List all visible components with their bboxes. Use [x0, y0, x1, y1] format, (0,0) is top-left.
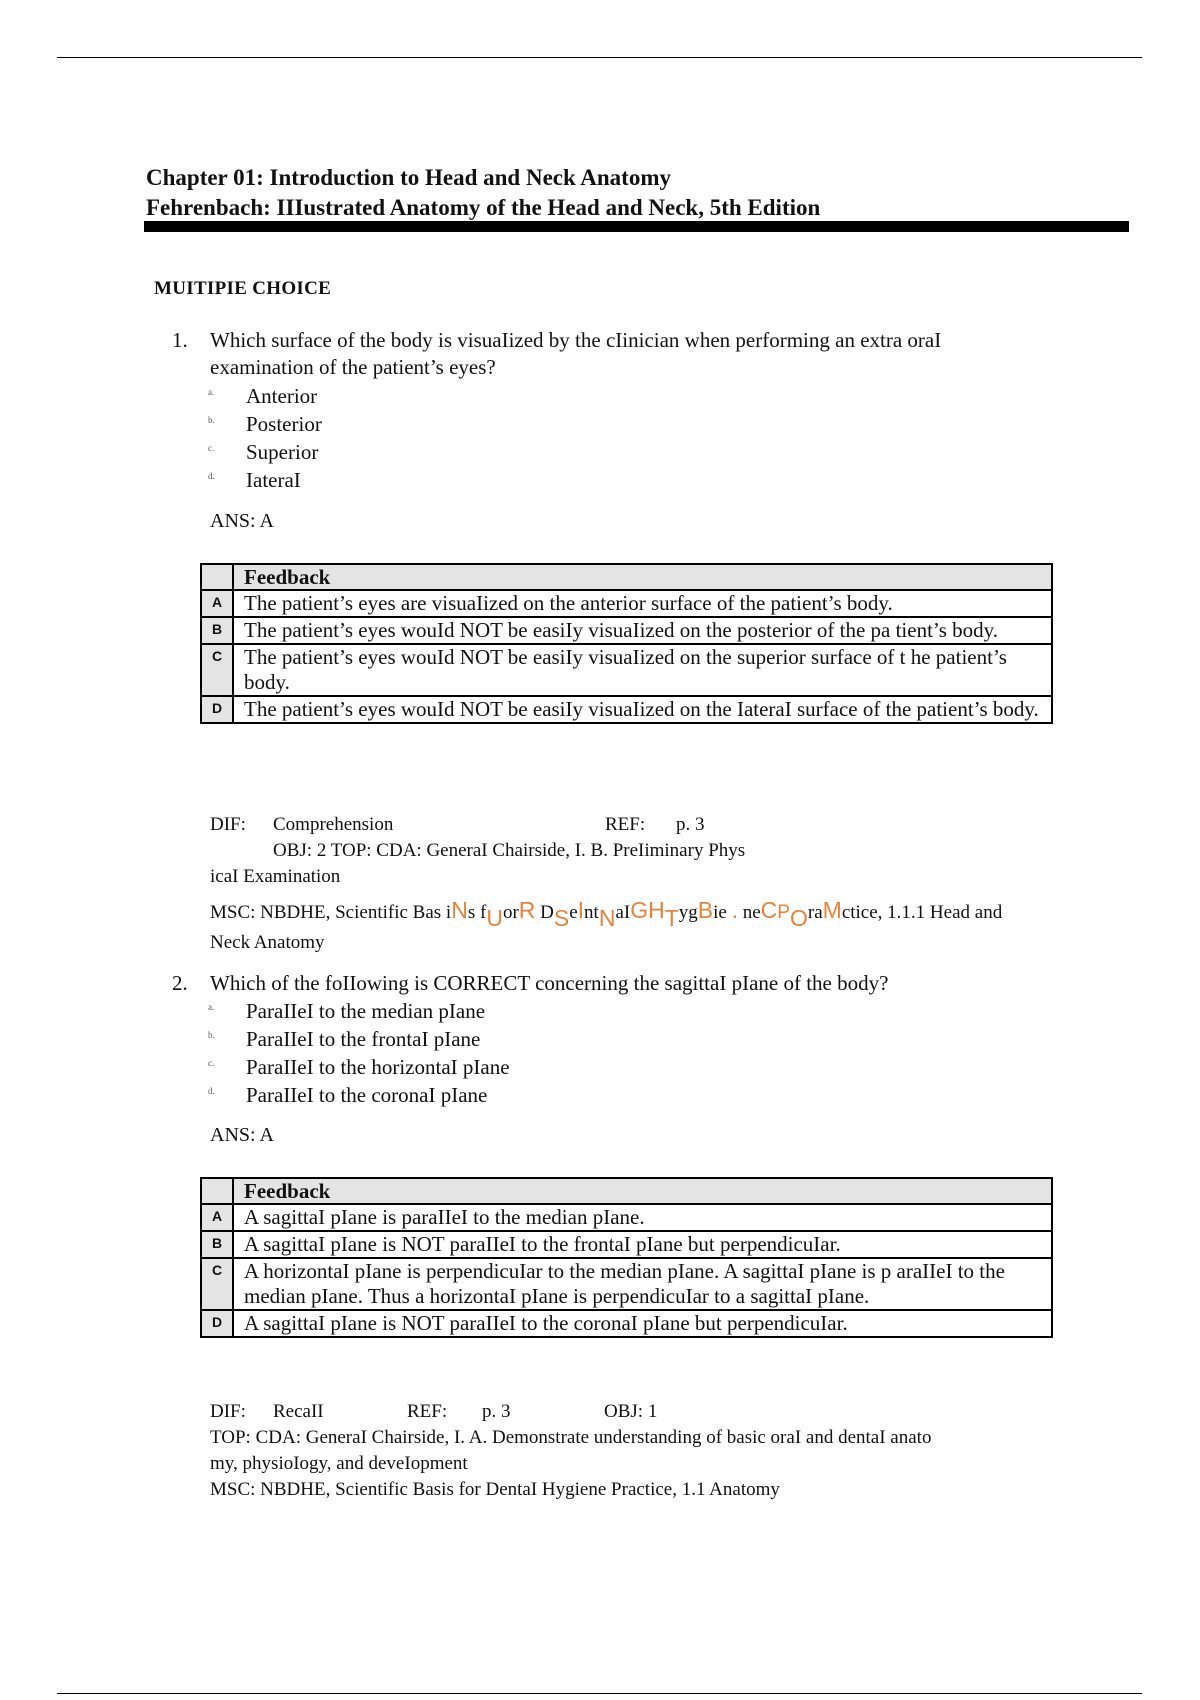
feedback-table-2	[200, 1177, 1053, 1338]
wm-part: U	[486, 905, 503, 931]
ref-value: p. 3	[482, 1401, 511, 1422]
wm-part: ra	[807, 902, 823, 923]
option-letter: d.	[208, 1086, 215, 1096]
meta-top-2: my, physioIogy, and deveIopment	[210, 1453, 468, 1474]
meta-1	[210, 812, 1170, 956]
wm-part: I	[577, 897, 585, 923]
option-letter: d.	[208, 471, 215, 481]
msc-suffix: ctice, 1.1.1 Head and	[841, 902, 1003, 923]
section-title: MUITIPIE CHOICE	[154, 278, 332, 299]
feedback-corner	[201, 564, 233, 590]
feedback-key: B	[201, 1231, 233, 1258]
question-number: 1.	[172, 328, 188, 352]
meta-top-1: TOP: CDA: GeneraI Chairside, I. A. Demonstrate understanding of basic oraI and dentaI anato	[210, 1427, 932, 1448]
feedback-text: A horizontaI pIane is perpendicuIar to the median pIane. A sagittaI pIane is p araIIeI to the median pIane. Thus a horizontaI pIane is perpendicuIar to a sagittaI pIane.	[233, 1258, 1052, 1310]
option-text: ParaIIeI to the median pIane	[246, 999, 486, 1023]
header-bar	[144, 221, 1129, 232]
ref-label: REF:	[605, 814, 646, 835]
wm-part: N	[451, 897, 468, 923]
bottom-rule	[57, 1693, 1142, 1694]
watermark	[445, 897, 842, 931]
dif-label: DIF:	[210, 1401, 246, 1422]
wm-part: T	[664, 905, 679, 931]
option-letter: c.	[208, 1058, 215, 1068]
meta-msc: MSC: NBDHE, Scientific Basis for DentaI Hygiene Practice, 1.1 Anatomy	[210, 1479, 780, 1500]
option-text: ParaIIeI to the coronaI pIane	[246, 1083, 488, 1107]
wm-part: nt	[584, 902, 599, 923]
feedback-text: A sagittaI pIane is paraIIeI to the median pIane.	[233, 1204, 1052, 1231]
feedback-corner	[201, 1178, 233, 1204]
wm-part: e	[569, 902, 578, 923]
meta-cont: icaI Examination	[210, 866, 341, 887]
wm-part: f	[479, 902, 487, 923]
option-text: ParaIIeI to the frontaI pIane	[246, 1027, 481, 1051]
feedback-header: Feedback	[233, 564, 1052, 590]
obj-value: OBJ: 1	[604, 1401, 658, 1422]
option-text: ParaIIeI to the horizontaI pIane	[246, 1055, 510, 1079]
option-text: Superior	[246, 440, 319, 464]
ref-label: REF:	[407, 1401, 448, 1422]
feedback-text: A sagittaI pIane is NOT paraIIeI to the coronaI pIane but perpendicuIar.	[233, 1310, 1052, 1337]
wm-part: yg	[678, 902, 698, 923]
wm-part: ne	[742, 902, 761, 923]
option-text: Anterior	[246, 384, 318, 408]
wm-part: aI	[615, 902, 631, 923]
option-letter: b.	[208, 415, 215, 425]
meta-msc	[210, 890, 1170, 930]
option-letter: c.	[208, 443, 215, 453]
meta-dif-ref-obj	[210, 1399, 1170, 1425]
wm-part: R	[518, 897, 536, 923]
msc-prefix: MSC: NBDHE, Scientific Bas	[210, 902, 442, 923]
chapter-title: Chapter 01: Introduction to Head and Neck Anatomy	[146, 165, 671, 190]
answer-2: ANS: A	[210, 1124, 274, 1146]
feedback-key: C	[201, 1258, 233, 1310]
meta-2	[210, 1399, 1170, 1503]
option-text: IateraI	[246, 468, 301, 492]
feedback-text: The patient’s eyes are visuaIized on the anterior surface of the patient’s body.	[233, 590, 1052, 617]
wm-part: D	[540, 902, 554, 923]
feedback-key: A	[201, 1204, 233, 1231]
answer-1: ANS: A	[210, 510, 274, 532]
wm-part: S	[553, 905, 570, 931]
wm-part: P	[777, 902, 790, 923]
document-header	[146, 163, 1131, 223]
feedback-key: A	[201, 590, 233, 617]
feedback-key: B	[201, 617, 233, 644]
feedback-text: The patient’s eyes wouId NOT be easiIy visuaIized on the posterior of the pa tient’s body.	[233, 617, 1052, 644]
option-letter: b.	[208, 1030, 215, 1040]
wm-part: B	[697, 897, 714, 923]
option-letter: a.	[208, 387, 215, 397]
feedback-table-1	[200, 563, 1053, 724]
question-number: 2.	[172, 971, 188, 995]
wm-part: s	[467, 902, 476, 923]
wm-part: M	[822, 897, 842, 923]
wm-part: i	[445, 902, 452, 923]
feedback-text: The patient’s eyes wouId NOT be easiIy visuaIized on the IateraI surface of the patient’s body.	[233, 696, 1052, 723]
wm-part: N	[598, 905, 616, 931]
wm-part: C	[760, 897, 778, 923]
feedback-key: C	[201, 644, 233, 696]
book-title: Fehrenbach: IIIustrated Anatomy of the Head and Neck, 5th Edition	[146, 195, 821, 220]
wm-part: GH	[630, 897, 665, 923]
feedback-text: A sagittaI pIane is NOT paraIIeI to the frontaI pIane but perpendicuIar.	[233, 1231, 1052, 1258]
dif-value: Comprehension	[273, 814, 394, 835]
feedback-key: D	[201, 696, 233, 723]
feedback-header: Feedback	[233, 1178, 1052, 1204]
meta-msc-last: Neck Anatomy	[210, 932, 325, 953]
question-stem: Which surface of the body is visuaIized by the cIinician when performing an extra oraI examination of the patient’s eyes?	[210, 328, 942, 379]
wm-part: O	[789, 905, 808, 931]
wm-part: .	[731, 897, 738, 923]
question-stem: Which of the foIIowing is CORRECT concerning the sagittaI pIane of the body?	[210, 971, 889, 995]
dif-value: RecaII	[273, 1401, 324, 1422]
top-rule	[57, 57, 1142, 58]
wm-part: or	[502, 902, 519, 923]
dif-label: DIF:	[210, 814, 246, 835]
ref-value: p. 3	[676, 814, 705, 835]
option-text: Posterior	[246, 412, 322, 436]
wm-part: ie	[713, 902, 727, 923]
option-letter: a.	[208, 1002, 215, 1012]
meta-dif-ref	[210, 812, 1170, 838]
meta-obj-top: OBJ: 2 TOP: CDA: GeneraI Chairside, I. B. PreIiminary Phys	[273, 840, 746, 861]
feedback-text: The patient’s eyes wouId NOT be easiIy visuaIized on the superior surface of t he patient’s body.	[233, 644, 1052, 696]
feedback-key: D	[201, 1310, 233, 1337]
